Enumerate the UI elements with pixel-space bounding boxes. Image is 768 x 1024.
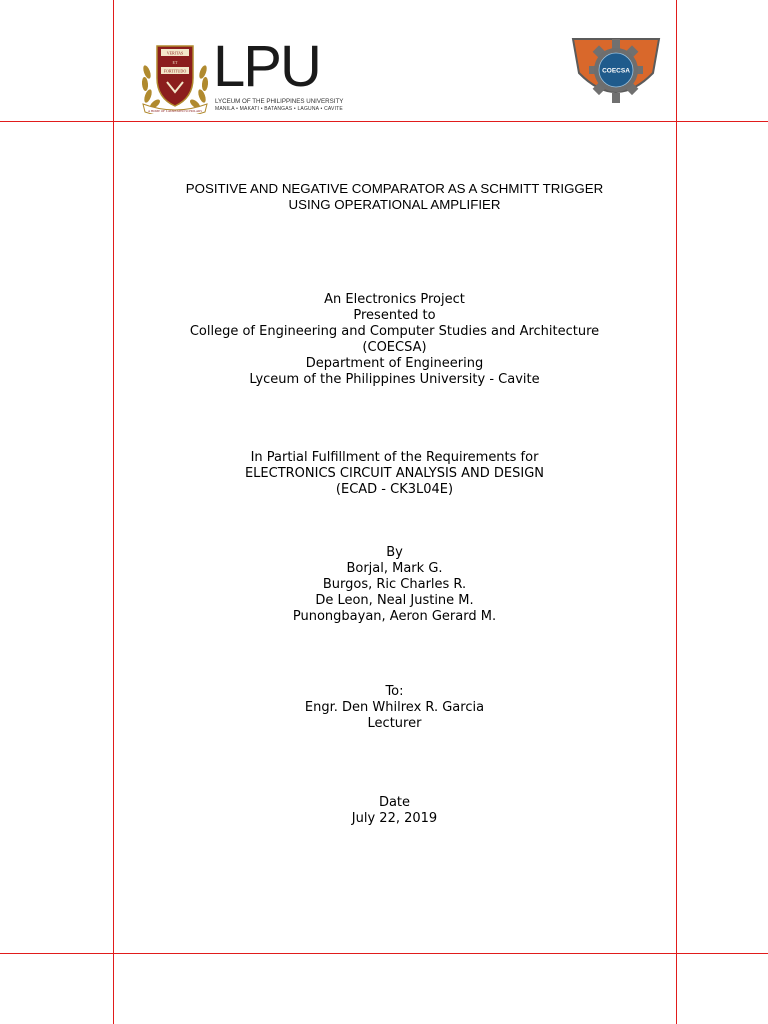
title-line-2: USING OPERATIONAL AMPLIFIER [288, 197, 501, 212]
svg-text:ET: ET [172, 60, 178, 65]
presentation-line-3: College of Engineering and Computer Studies and Architecture [189, 324, 600, 339]
presentation-block [113, 292, 676, 388]
authors-block [113, 545, 676, 625]
lpu-subtitle: LYCEUM OF THE PHILIPPINES UNIVERSITY [215, 98, 344, 105]
author-name: Punongbayan, Aeron Gerard M. [292, 609, 497, 624]
fulfillment-line-1: In Partial Fulfillment of the Requirements for [250, 450, 539, 465]
recipient-label: To: [385, 684, 404, 699]
title-line-1: POSITIVE AND NEGATIVE COMPARATOR AS A SCHMITT TRIGGER [185, 181, 604, 196]
margin-guide-left [113, 0, 114, 1024]
presentation-line-4: (COECSA) [362, 340, 427, 355]
coecsa-logo [569, 33, 663, 109]
fulfillment-line-3: (ECAD - CK3L04E) [335, 482, 454, 497]
recipient-role: Lecturer [367, 716, 422, 731]
recipient-name: Engr. Den Whilrex R. Garcia [304, 700, 485, 715]
margin-guide-right [676, 0, 677, 1024]
document-title [113, 181, 676, 213]
lpu-wordmark: LPU [213, 34, 320, 99]
svg-text:A HOME OF LAUREATED SCHOLARS: A HOME OF LAUREATED SCHOLARS [147, 109, 203, 113]
presentation-line-6: Lyceum of the Philippines University - Cavite [249, 372, 540, 387]
fulfillment-block [113, 450, 676, 498]
lpu-seal-icon [139, 42, 211, 114]
margin-guide-top [0, 121, 768, 122]
date-value: July 22, 2019 [351, 811, 438, 826]
authors-label: By [386, 545, 403, 560]
svg-text:VERITAS: VERITAS [166, 50, 184, 56]
svg-text:FORTITUDO: FORTITUDO [163, 68, 187, 74]
author-name: Borjal, Mark G. [346, 561, 443, 576]
author-name: Burgos, Ric Charles R. [322, 577, 467, 592]
presentation-line-2: Presented to [353, 308, 436, 323]
date-block [113, 795, 676, 827]
coecsa-gear-icon [569, 33, 663, 109]
presentation-line-5: Department of Engineering [305, 356, 484, 371]
margin-guide-bottom [0, 953, 768, 954]
fulfillment-line-2: ELECTRONICS CIRCUIT ANALYSIS AND DESIGN [244, 466, 545, 481]
lpu-campuses: MANILA • MAKATI • BATANGAS • LAGUNA • CAVITE [215, 106, 343, 112]
date-label: Date [378, 795, 411, 810]
author-name: De Leon, Neal Justine M. [315, 593, 474, 608]
presentation-line-1: An Electronics Project [324, 292, 465, 307]
recipient-block [113, 684, 676, 732]
svg-text:COECSA: COECSA [602, 67, 630, 75]
